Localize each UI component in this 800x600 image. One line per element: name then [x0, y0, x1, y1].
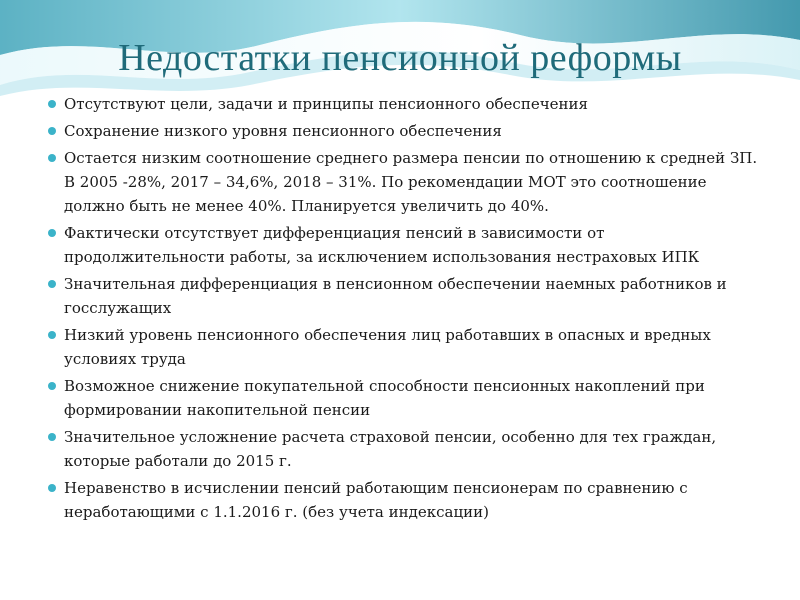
bullet-dot-icon — [48, 154, 56, 162]
bullet-text: Значительное усложнение расчета страховой пенсии, особенно для тех граждан, которые работали до 2015 г. — [64, 428, 717, 470]
bullet-dot-icon — [48, 229, 56, 237]
slide-title: Недостатки пенсионной реформы — [118, 37, 682, 79]
bullet-dot-icon — [48, 382, 56, 390]
bullet-item — [48, 119, 758, 143]
bullet-text: Неравенство в исчислении пенсий работающим пенсионерам по сравнению с неработающими с 1.1.2016 г. (без учета индексации) — [64, 479, 688, 521]
bullet-item — [48, 221, 758, 269]
bullet-text: Отсутствуют цели, задачи и принципы пенсионного обеспечения — [64, 95, 588, 113]
bullet-text: Значительная дифференциация в пенсионном обеспечении наемных работников и госслужащих — [64, 275, 727, 317]
bullet-dot-icon — [48, 127, 56, 135]
bullet-item — [48, 92, 758, 116]
bullet-item — [48, 374, 758, 422]
bullet-text: Фактически отсутствует дифференциация пенсий в зависимости от продолжительности работы, за исключением использования нестраховых ИПК — [64, 224, 700, 266]
bullet-dot-icon — [48, 100, 56, 108]
bullet-text: Низкий уровень пенсионного обеспечения лиц работавших в опасных и вредных условиях труда — [64, 326, 711, 368]
bullet-item — [48, 272, 758, 320]
bullet-dot-icon — [48, 331, 56, 339]
bullet-item — [48, 146, 758, 218]
bullet-item — [48, 425, 758, 473]
bullet-text: Остается низким соотношение среднего размера пенсии по отношению к средней ЗП. В 2005 -28%, 2017 – 34,6%, 2018 – 31%. По рекомендации МОТ это соотношение должно быть не менее 40%. Планируется увеличить до 40%. — [64, 149, 758, 215]
bullet-list — [48, 92, 758, 527]
bullet-text: Сохранение низкого уровня пенсионного обеспечения — [64, 122, 502, 140]
bullet-text: Возможное снижение покупательной способности пенсионных накоплений при формировании накопительной пенсии — [64, 377, 705, 419]
bullet-item — [48, 323, 758, 371]
bullet-item — [48, 476, 758, 524]
bullet-dot-icon — [48, 484, 56, 492]
bullet-dot-icon — [48, 433, 56, 441]
bullet-dot-icon — [48, 280, 56, 288]
